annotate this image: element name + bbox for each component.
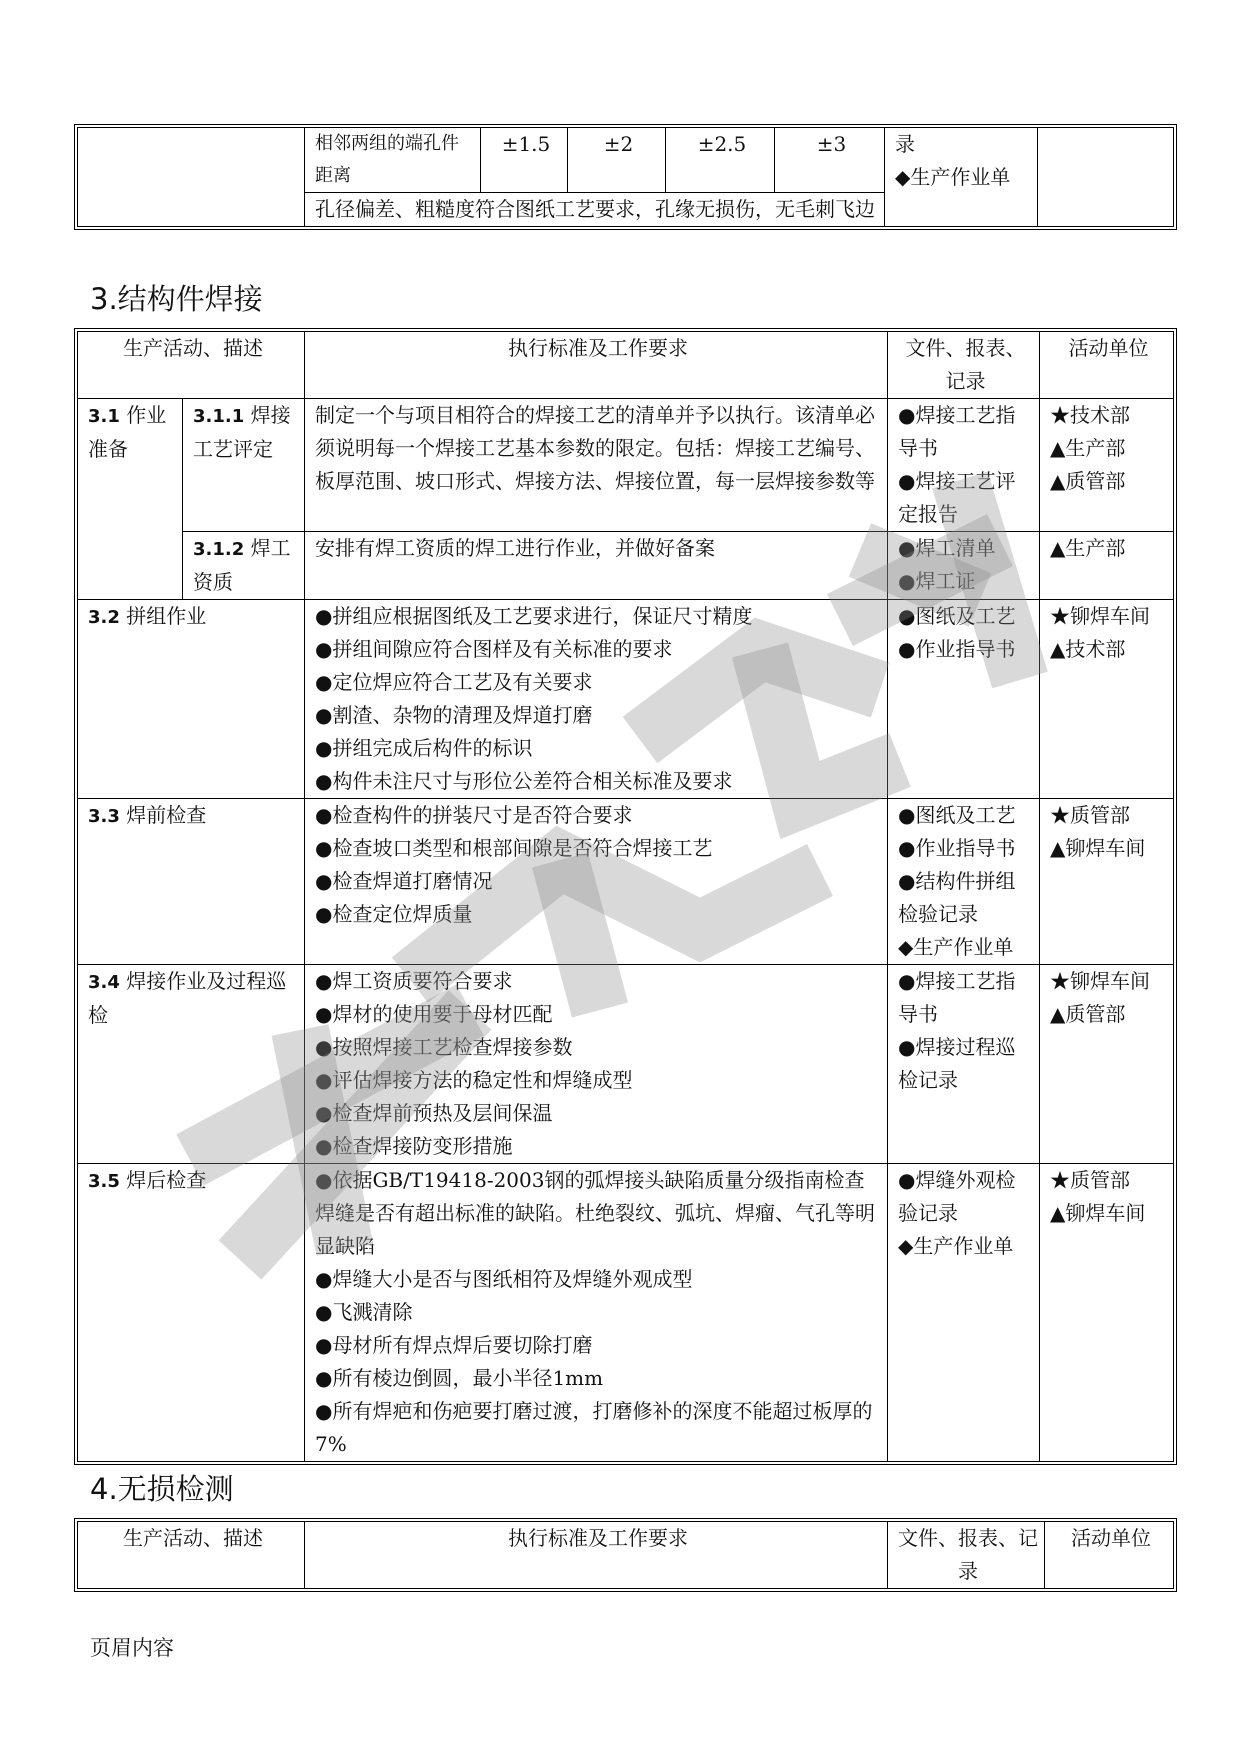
table-row — [78, 965, 1174, 1164]
row-docs — [888, 965, 1040, 1164]
doc-item: ●焊接工艺指导书 — [898, 969, 1016, 1026]
page-footer: 页眉内容 — [90, 1636, 174, 1660]
doc-item: ●焊缝外观检验记录 — [898, 1168, 1016, 1225]
requirement-line: ●飞溅清除 — [315, 1300, 413, 1324]
header-activity: 生产活动、描述 — [78, 1522, 305, 1589]
row-requirements — [305, 799, 888, 965]
requirement-line: ●评估焊接方法的稳定性和焊缝成型 — [315, 1068, 633, 1092]
unit-item: ★铆焊车间 — [1050, 969, 1150, 993]
table-row — [78, 799, 1174, 965]
header-docs: 文件、报表、记录 — [888, 332, 1040, 399]
unit-item: ★质管部 — [1050, 1168, 1130, 1192]
continuation-table — [77, 127, 1174, 227]
doc-item: ●作业指导书 — [898, 836, 1016, 860]
table-row — [78, 128, 1174, 193]
unit-item: ▲铆焊车间 — [1050, 836, 1146, 860]
doc-item: 录 — [895, 132, 915, 156]
row-label: 3.1.1 焊接工艺评定 — [183, 399, 305, 532]
requirement-line: ●检查焊前预热及层间保温 — [315, 1101, 553, 1125]
header-activity: 生产活动、描述 — [78, 332, 305, 399]
requirement-line: ●依据GB/T19418-2003钢的弧焊接头缺陷质量分级指南检查焊缝是否有超出标准的缺陷。杜绝裂纹、弧坑、焊瘤、气孔等明显缺陷 — [315, 1168, 875, 1258]
requirement-line: 制定一个与项目相符合的焊接工艺的清单并予以执行。该清单必须说明每一个焊接工艺基本参数的限定。包括：焊接工艺编号、板厚范围、坡口形式、焊接方法、焊接位置，每一层焊接参数等 — [315, 403, 875, 493]
doc-item: ●焊接过程巡检记录 — [898, 1035, 1016, 1092]
requirement-line: ●拼组应根据图纸及工艺要求进行，保证尺寸精度 — [315, 604, 753, 628]
unit-item: ▲铆焊车间 — [1050, 1201, 1146, 1225]
row-requirements — [305, 399, 888, 532]
doc-item: ●图纸及工艺 — [898, 604, 1016, 628]
header-unit: 活动单位 — [1045, 1522, 1174, 1589]
unit-item: ▲质管部 — [1050, 469, 1126, 493]
unit-item: ★技术部 — [1050, 403, 1130, 427]
group-label: 3.1 作业准备 — [78, 399, 183, 600]
requirement-line: ●构件未注尺寸与形位公差符合相关标准及要求 — [315, 769, 733, 793]
tolerance-value: ±3 — [775, 128, 885, 193]
requirement-line: ●割渣、杂物的清理及焊道打磨 — [315, 703, 593, 727]
row-docs — [888, 600, 1040, 799]
header-docs: 文件、报表、记录 — [888, 1522, 1045, 1589]
unit-item: ★铆焊车间 — [1050, 604, 1150, 628]
requirement-line: ●检查焊道打磨情况 — [315, 869, 493, 893]
requirement-line: ●焊工资质要符合要求 — [315, 969, 513, 993]
empty-cell — [78, 128, 305, 227]
requirement-line: ●母材所有焊点焊后要切除打磨 — [315, 1333, 593, 1357]
row-docs — [888, 1164, 1040, 1462]
doc-item: ●焊接工艺指导书 — [898, 403, 1016, 460]
section-4-table — [77, 1521, 1174, 1589]
tolerance-item: 相邻两组的端孔件距离 — [305, 128, 481, 193]
requirement-line: ●所有焊疤和伤疤要打磨过渡，打磨修补的深度不能超过板厚的7% — [315, 1399, 873, 1456]
row-label: 3.5 焊后检查 — [78, 1164, 305, 1462]
tolerance-value: ±2 — [568, 128, 666, 193]
requirement-line: ●检查定位焊质量 — [315, 902, 473, 926]
tolerance-value: ±2.5 — [666, 128, 775, 193]
table-row — [78, 399, 1174, 532]
requirement-line: ●按照焊接工艺检查焊接参数 — [315, 1035, 573, 1059]
row-docs — [888, 532, 1040, 600]
row-label: 3.1.2 焊工资质 — [183, 532, 305, 600]
header-standard: 执行标准及工作要求 — [305, 332, 888, 399]
section-3-table — [77, 331, 1174, 1462]
unit-item: ▲生产部 — [1050, 436, 1126, 460]
table-header-row — [78, 332, 1174, 399]
row-label: 3.3 焊前检查 — [78, 799, 305, 965]
table-header-row — [78, 1522, 1174, 1589]
docs-cell — [885, 128, 1038, 227]
doc-item: ◆生产作业单 — [895, 165, 1011, 189]
row-units — [1040, 532, 1174, 600]
section-3-title: 3.结构件焊接 — [90, 282, 263, 316]
header-unit: 活动单位 — [1040, 332, 1174, 399]
row-requirements — [305, 532, 888, 600]
doc-item: ◆生产作业单 — [898, 1234, 1014, 1258]
unit-item: ★质管部 — [1050, 803, 1130, 827]
row-label: 3.4 焊接作业及过程巡检 — [78, 965, 305, 1164]
row-units — [1040, 799, 1174, 965]
row-units — [1040, 1164, 1174, 1462]
row-requirements — [305, 965, 888, 1164]
doc-item: ●图纸及工艺 — [898, 803, 1016, 827]
empty-cell — [1038, 128, 1174, 227]
section-4-title: 4.无损检测 — [90, 1472, 234, 1506]
requirement-line: ●焊材的使用要于母材匹配 — [315, 1002, 553, 1026]
header-standard: 执行标准及工作要求 — [305, 1522, 888, 1589]
doc-item: ◆生产作业单 — [898, 935, 1014, 959]
table-row — [78, 600, 1174, 799]
row-docs — [888, 799, 1040, 965]
requirement-line: ●定位焊应符合工艺及有关要求 — [315, 670, 593, 694]
unit-item: ▲质管部 — [1050, 1002, 1126, 1026]
unit-item: ▲技术部 — [1050, 637, 1126, 661]
row-requirements — [305, 1164, 888, 1462]
row-units — [1040, 399, 1174, 532]
requirement-line: ●所有棱边倒圆，最小半径1mm — [315, 1366, 604, 1390]
row-requirements — [305, 600, 888, 799]
row-label: 3.2 拼组作业 — [78, 600, 305, 799]
doc-item: ●焊工证 — [898, 569, 976, 593]
table-row — [78, 532, 1174, 600]
doc-item: ●焊工清单 — [898, 536, 996, 560]
requirement-line: ●检查构件的拼装尺寸是否符合要求 — [315, 803, 633, 827]
requirement-line: ●拼组完成后构件的标识 — [315, 736, 533, 760]
row-units — [1040, 965, 1174, 1164]
requirement-line: ●检查焊接防变形措施 — [315, 1134, 513, 1158]
hole-requirement: 孔径偏差、粗糙度符合图纸工艺要求，孔缘无损伤，无毛刺飞边 — [305, 193, 885, 227]
table-row — [78, 1164, 1174, 1462]
doc-item: ●结构件拼组检验记录 — [898, 869, 1016, 926]
requirement-line: 安排有焊工资质的焊工进行作业，并做好备案 — [315, 536, 715, 560]
row-docs — [888, 399, 1040, 532]
requirement-line: ●检查坡口类型和根部间隙是否符合焊接工艺 — [315, 836, 713, 860]
requirement-line: ●焊缝大小是否与图纸相符及焊缝外观成型 — [315, 1267, 693, 1291]
requirement-line: ●拼组间隙应符合图样及有关标准的要求 — [315, 637, 673, 661]
tolerance-value: ±1.5 — [481, 128, 568, 193]
doc-item: ●焊接工艺评定报告 — [898, 469, 1016, 526]
doc-item: ●作业指导书 — [898, 637, 1016, 661]
unit-item: ▲生产部 — [1050, 536, 1126, 560]
row-units — [1040, 600, 1174, 799]
